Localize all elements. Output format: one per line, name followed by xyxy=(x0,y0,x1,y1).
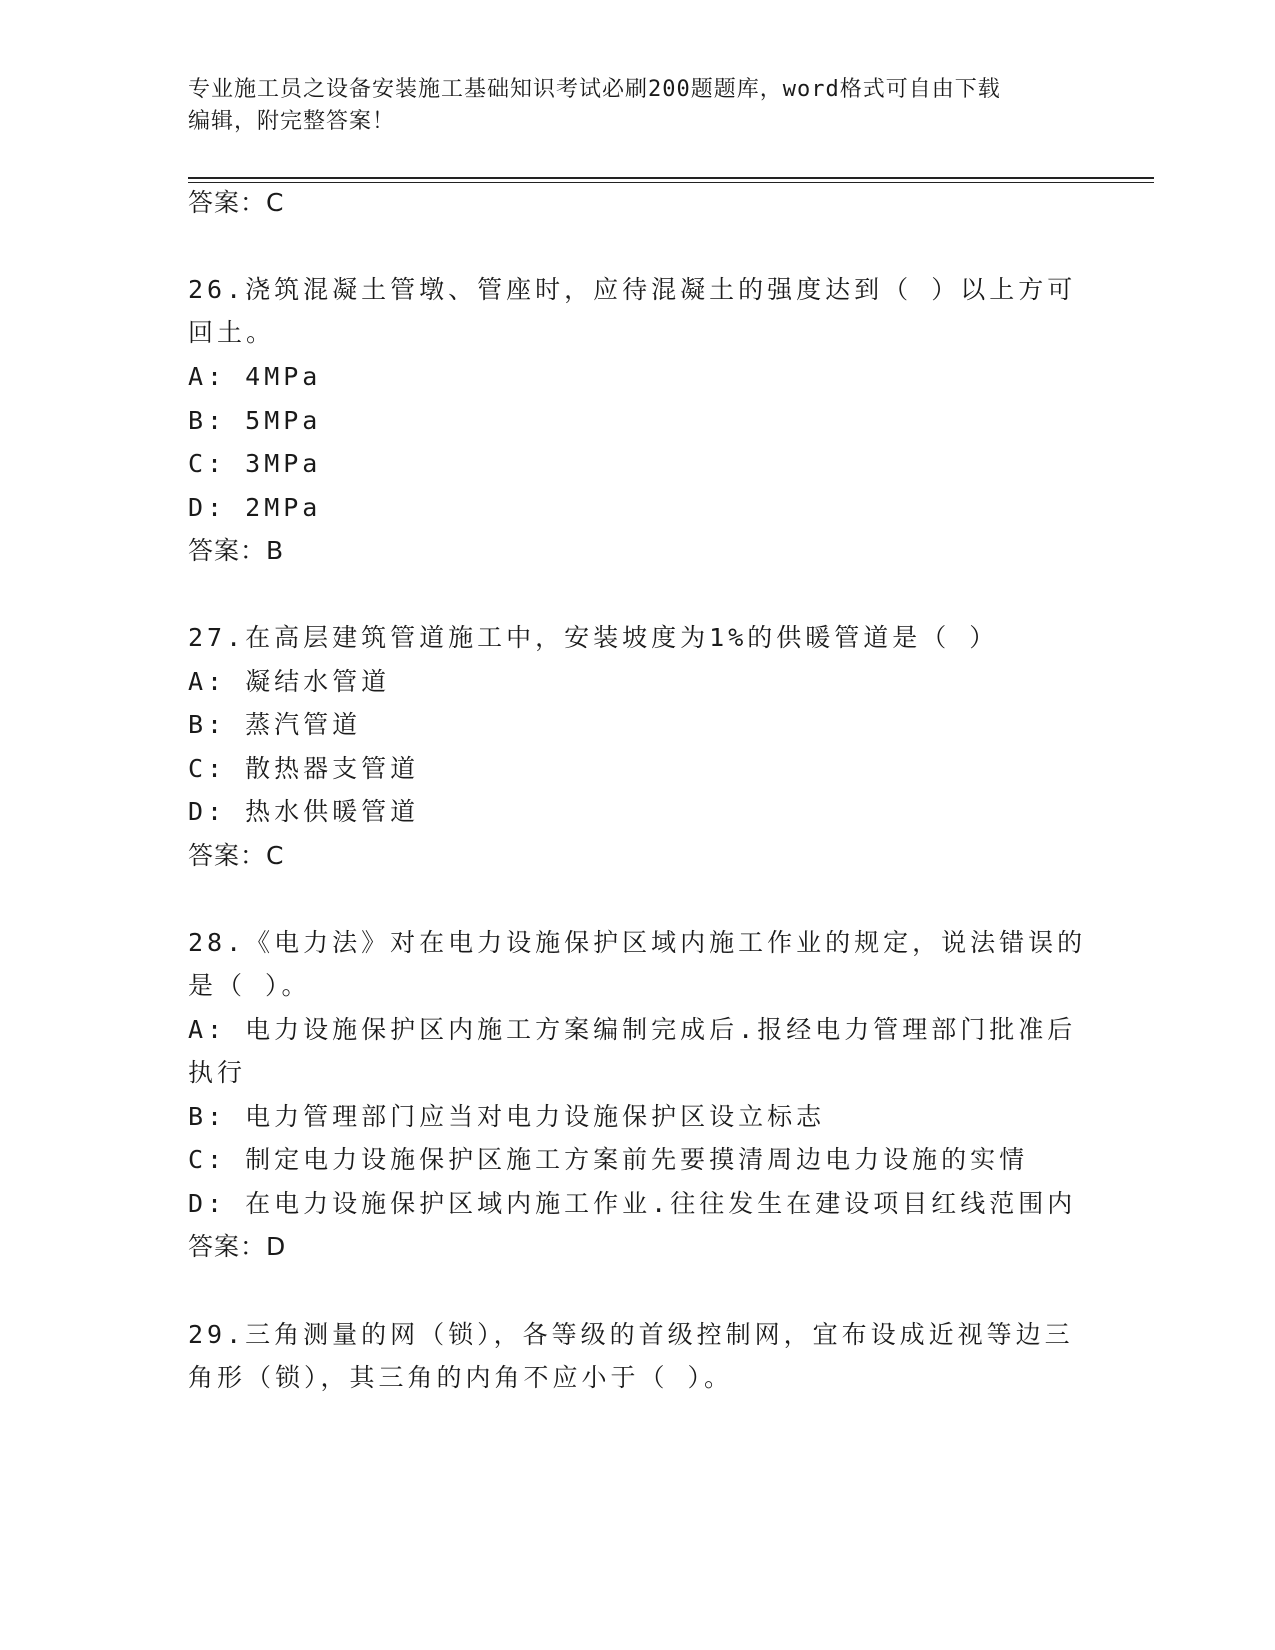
question-28-option-b: B: 电力管理部门应当对电力设施保护区设立标志 xyxy=(188,1102,826,1131)
question-27-stem-line-1: 27.在高层建筑管道施工中，安装坡度为1%的供暖管道是（ ） xyxy=(188,623,999,652)
question-27-option-d: D: 热水供暖管道 xyxy=(188,797,420,826)
header-line-2: 编辑，附完整答案！ xyxy=(188,109,396,134)
question-27-option-b: B: 蒸汽管道 xyxy=(188,710,362,739)
question-28-option-c: C: 制定电力设施保护区施工方案前先要摸清周边电力设施的实情 xyxy=(188,1145,1029,1174)
question-26-option-b: B: 5MPa xyxy=(188,406,322,435)
question-26-option-a: A: 4MPa xyxy=(188,362,322,391)
previous-answer: 答案：C xyxy=(188,188,285,217)
header-text xyxy=(188,74,1088,138)
question-28-answer: 答案：D xyxy=(188,1232,287,1261)
question-26-stem-line-1: 26.浇筑混凝土管墩、管座时，应待混凝土的强度达到（ ）以上方可 xyxy=(188,275,1077,304)
header-rule-thin xyxy=(188,182,1154,183)
question-29-stem-line-1: 29.三角测量的网（锁），各等级的首级控制网，宜布设成近视等边三 xyxy=(188,1320,1074,1349)
question-26-answer: 答案：B xyxy=(188,536,285,565)
question-28-stem-line-2: 是（ ）。 xyxy=(188,971,311,1000)
question-26-option-d: D: 2MPa xyxy=(188,493,322,522)
question-27-option-a: A: 凝结水管道 xyxy=(188,667,391,696)
question-28-option-a-line-1: A: 电力设施保护区内施工方案编制完成后.报经电力管理部门批准后 xyxy=(188,1015,1077,1044)
header-line-1: 专业施工员之设备安装施工基础知识考试必刷200题题库，word格式可自由下载 xyxy=(188,77,1001,102)
question-29-stem-line-2: 角形（锁），其三角的内角不应小于（ ）。 xyxy=(188,1363,734,1392)
question-27-answer: 答案：C xyxy=(188,841,285,870)
question-26-stem-line-2: 回土。 xyxy=(188,318,276,347)
question-27-option-c: C: 散热器支管道 xyxy=(188,754,420,783)
question-28-stem-line-1: 28.《电力法》对在电力设施保护区域内施工作业的规定，说法错误的 xyxy=(188,928,1087,957)
header-rule-thick xyxy=(188,177,1154,179)
question-28-option-d: D: 在电力设施保护区域内施工作业.往往发生在建设项目红线范围内 xyxy=(188,1189,1077,1218)
question-28-option-a-line-2: 执行 xyxy=(188,1058,247,1087)
question-26-option-c: C: 3MPa xyxy=(188,449,322,478)
